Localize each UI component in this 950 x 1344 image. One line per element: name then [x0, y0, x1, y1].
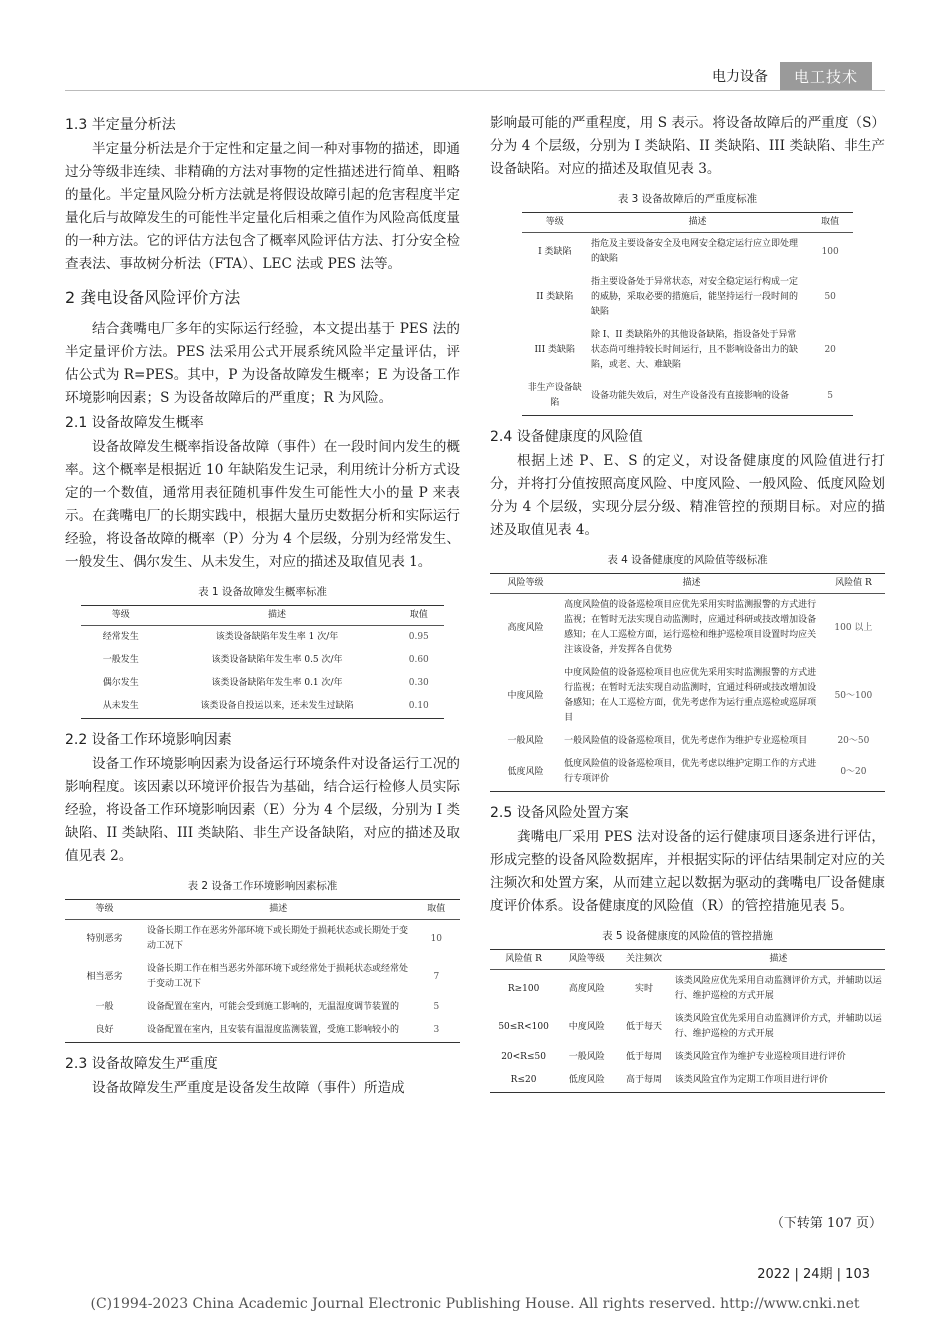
- table-row: [490, 1069, 885, 1093]
- table-row: [490, 730, 885, 753]
- table-2-caption: 表 2 设备工作环境影响因素标准: [187, 880, 338, 892]
- table-row: [490, 753, 885, 792]
- table-cell: III 类缺陷: [534, 345, 576, 355]
- table-cell: 良好: [65, 1019, 144, 1043]
- table-cell: 一般发生: [102, 655, 139, 665]
- table-cell: 7: [433, 971, 440, 982]
- table-5-caption: 表 5 设备健康度的风险值的管控措施: [602, 930, 773, 942]
- table-cell: 非生产设备缺陷: [522, 377, 588, 416]
- table-cell: R≥100: [507, 983, 540, 994]
- table-cell: 高于每周: [616, 1069, 671, 1093]
- table-cell: 低于每周: [626, 1052, 663, 1062]
- table-cell: 设备长期工作在相当恶劣外部环境下或经常处于损耗状态或经常处于变动工况下: [147, 964, 409, 989]
- table-cell: 一般风险: [507, 736, 544, 746]
- table-cell: II 类缺陷: [536, 292, 574, 302]
- table-row: [490, 594, 885, 663]
- table-header: 等级: [522, 213, 588, 233]
- table-header: 取值: [393, 606, 444, 626]
- table-row: [490, 662, 885, 730]
- table-cell: 0～20: [822, 753, 885, 792]
- table-cell: 0.95: [408, 632, 429, 642]
- section-2-text: 结合龚嘴电厂多年的实际运行经验，本文提出基于 PES 法的半定量评价方法。PES 法采用公式开展系统风险半定量评估，评估公式为 R=PES。其中，P 为设备故障发生概率；E 为设备工作环境影响因素；S 为设备故障后的严重度；R 为风险。: [65, 321, 460, 406]
- table-cell: 50: [824, 292, 836, 302]
- table-cell: 低度风险: [490, 753, 561, 792]
- table-cell: 相当恶劣: [86, 971, 123, 982]
- section-2-1-title: 2.1 设备故障发生概率: [65, 415, 204, 431]
- table-cell: 5: [807, 377, 853, 416]
- table-header: 描述: [161, 606, 394, 626]
- table-cell: 100 以上: [834, 622, 873, 633]
- table-row: [65, 958, 460, 996]
- journal-name: 电力设备: [712, 69, 768, 85]
- table-header: 等级: [81, 606, 161, 626]
- table-cell: 设备配置在室内，且安装有温湿度监测装置，受施工影响较小的: [144, 1019, 413, 1043]
- page-header: [712, 62, 872, 90]
- table-cell: 设备功能失效后，对生产设备没有直接影响的设备: [588, 377, 807, 416]
- table-cell: 该类风险应优先采用自动监测评价方式，并辅助以运行、维护巡检的方式开展: [674, 976, 882, 1001]
- copyright-line: (C)1994-2023 China Academic Journal Electronic Publishing House. All rights reserved. http://www.cnki.net: [90, 1296, 860, 1312]
- table-1: [81, 605, 444, 719]
- table-cell: 指主要设备处于异常状态，对安全稳定运行构成一定的威胁，采取必要的措施后，能坚持运行一段时间的缺陷: [590, 277, 798, 317]
- table-row: [65, 1019, 460, 1043]
- table-cell: 100: [821, 246, 839, 257]
- table-cell: 该类风险宜优先采用自动监测评价方式，并辅助以运行、维护巡检的方式开展: [674, 1014, 882, 1039]
- table-cell: 设备配置在室内，可能会受到施工影响的，无温湿度调节装置的: [147, 1002, 400, 1012]
- section-2-1-text: 设备故障发生概率指设备故障（事件）在一段时间内发生的概率。这个概率是根据近 10 年缺陷发生记录，利用统计分析方式设定的一个数值，通常用表征随机事件发生可能性大小的量 P 来表示。在龚嘴电厂的长期实践中，根据大量历史数据分析和实际运行经验，将设备故障的概率（P）分为 4 个层级，分别为经常发生、一般发生、偶尔发生、从未发生，对应的描述及取值见表 1。: [65, 439, 460, 570]
- table-row: [522, 271, 854, 324]
- table-cell: 中度风险值的设备巡检项目也应优先采用实时监测报警的方式进行监视；在暂时无法实现自动监测时，宜通过科研或技改增加设备感知；在人工巡检方面，优先考虑作为运行重点巡检或巡屏项目: [564, 668, 817, 723]
- table-cell: R≤20: [490, 1069, 557, 1093]
- table-cell: 10: [430, 933, 443, 944]
- table-cell: 实时: [635, 983, 654, 994]
- table-header: 等级: [65, 900, 144, 920]
- table-header: 取值: [807, 213, 853, 233]
- table-row: [522, 324, 854, 377]
- table-cell: 设备长期工作在恶劣外部环境下或长期处于损耗状态或长期处于变动工况下: [147, 926, 409, 951]
- table-cell: 0.10: [393, 695, 444, 719]
- section-2-3-text: 设备故障发生严重度是设备发生故障（事件）所造成: [92, 1080, 405, 1096]
- table-cell: 该类设备缺陷年发生率 1 次/年: [215, 632, 339, 642]
- table-row: [490, 970, 885, 1009]
- table-cell: 特别恶劣: [86, 933, 123, 944]
- table-cell: 中度风险: [568, 1021, 605, 1032]
- right-column: [490, 112, 885, 1103]
- table-cell: 20～50: [837, 736, 870, 746]
- table-row: [81, 626, 444, 650]
- section-2-4-title: 2.4 设备健康度的风险值: [490, 429, 643, 445]
- table-cell: 3: [413, 1019, 460, 1043]
- table-row: [490, 1046, 885, 1069]
- table-cell: 偶尔发生: [102, 678, 139, 688]
- section-badge: 电工技术: [780, 62, 872, 91]
- table-cell: 50～100: [834, 690, 873, 701]
- table-header: 风险值 R: [822, 574, 885, 594]
- table-cell: 高度风险: [507, 622, 544, 633]
- table-cell: 指危及主要设备安全及电网安全稳定运行应立即处理的缺陷: [590, 239, 798, 264]
- table-cell: I 类缺陷: [538, 246, 572, 257]
- continued-note: （下转第 107 页）: [770, 1216, 882, 1231]
- table-cell: 高度风险: [568, 983, 605, 994]
- table-cell: 中度风险: [507, 690, 544, 701]
- table-cell: 经常发生: [102, 632, 139, 642]
- table-header: 风险值 R: [490, 950, 557, 970]
- table-row: [65, 920, 460, 959]
- section-2-4-text: 根据上述 P、E、S 的定义，对设备健康度的风险值进行打分，并将打分值按照高度风险、中度风险、一般风险、低度风险划分为 4 个层级，实现分层分级、精准管控的预期目标。对应的描述及取值见表 4。: [490, 453, 885, 538]
- table-row: [522, 233, 854, 272]
- table-2: [65, 899, 460, 1043]
- table-cell: 低于每天: [626, 1021, 663, 1032]
- table-cell: 低度风险值的设备巡检项目，优先考虑以维护定期工作的方式进行专项评价: [561, 753, 822, 792]
- table-cell: 一般: [95, 1002, 114, 1012]
- table-header: 描述: [561, 574, 822, 594]
- page-number: 2022 | 24期 | 103: [757, 1267, 870, 1282]
- table-1-caption: 表 1 设备故障发生概率标准: [198, 586, 327, 598]
- section-1-3-text: 半定量分析法是介于定性和定量之间一种对事物的描述，即通过分等级非连续、非精确的方法对事物的定性描述进行简单、粗略的量化。半定量风险分析方法就是将假设故障引起的危害程度半定量化后与故障发生的可能性半定量化后相乘之值作为风险高低度量的一种方法。它的评估方法包含了概率风险评估方法、打分安全检查表法、事故树分析法（FTA）、LEC 法或 PES 法等。: [65, 141, 460, 272]
- section-2-2-text: 设备工作环境影响因素为设备运行环境条件对设备运行工况的影响程度。该因素以环境评价报告为基础，结合运行检修人员实际经验，将设备工作环境影响因素（E）分为 4 个层级，分别为 I 类缺陷、II 类缺陷、III 类缺陷、非生产设备缺陷，对应的描述及取值见表 2。: [65, 756, 460, 864]
- table-cell: 20: [824, 345, 836, 355]
- table-cell: 该类风险宜作为定期工作项目进行评价: [672, 1069, 885, 1093]
- table-cell: 该类设备缺陷年发生率 0.5 次/年: [211, 655, 343, 665]
- table-row: [81, 695, 444, 719]
- section-2-5-title: 2.5 设备风险处置方案: [490, 805, 629, 821]
- table-cell: 高度风险值的设备巡检项目应优先采用实时监测报警的方式进行监视；在暂时无法实现自动监测时，应通过科研或技改增加设备感知；在人工巡检方面，运行巡检和维护巡检项目设置时均应关注该设备，并发挥各自优势: [564, 600, 817, 655]
- table-cell: 20<R≤50: [501, 1052, 546, 1062]
- table-5: [490, 949, 885, 1093]
- table-cell: 0.30: [408, 678, 429, 688]
- table-row: [81, 672, 444, 695]
- table-row: [490, 1008, 885, 1046]
- table-cell: 从未发生: [81, 695, 161, 719]
- section-2-2-title: 2.2 设备工作环境影响因素: [65, 732, 232, 748]
- table-cell: 该类设备自投运以来，还未发生过缺陷: [161, 695, 394, 719]
- table-header: 描述: [144, 900, 413, 920]
- left-column: [65, 112, 460, 1100]
- table-row: [522, 377, 854, 416]
- table-header: 风险等级: [490, 574, 561, 594]
- table-cell: 该类风险宜作为维护专业巡检项目进行评价: [674, 1052, 846, 1062]
- section-2-5-text: 龚嘴电厂采用 PES 法对设备的运行健康项目逐条进行评估，形成完整的设备风险数据库，并根据实际的评估结果制定对应的关注频次和处置方案，从而建立起以数据为驱动的龚嘴电厂设备健康度评价体系。设备健康度的风险值（R）的管控措施见表 5。: [490, 829, 885, 914]
- table-row: [65, 996, 460, 1019]
- table-cell: 一般风险: [568, 1052, 605, 1062]
- table-4: [490, 573, 885, 792]
- table-3-caption: 表 3 设备故障后的严重度标准: [617, 193, 758, 205]
- table-cell: 50≤R<100: [498, 1021, 549, 1032]
- table-cell: 5: [433, 1002, 440, 1012]
- table-cell: 低度风险: [557, 1069, 616, 1093]
- section-2-3-continued: 影响最可能的严重程度，用 S 表示。将设备故障后的严重度（S）分为 4 个层级，分别为 I 类缺陷、II 类缺陷、III 类缺陷、非生产设备缺陷。对应的描述及取值见表 3。: [490, 115, 885, 177]
- table-header: 关注频次: [616, 950, 671, 970]
- section-1-3-title: 1.3 半定量分析法: [65, 117, 176, 133]
- table-header: 描述: [672, 950, 885, 970]
- table-header: 取值: [413, 900, 460, 920]
- table-header: 风险等级: [557, 950, 616, 970]
- table-3: [522, 212, 854, 416]
- table-cell: 该类设备缺陷年发生率 0.1 次/年: [211, 678, 343, 688]
- table-header: 描述: [588, 213, 807, 233]
- table-4-caption: 表 4 设备健康度的风险值等级标准: [607, 554, 768, 566]
- header-divider: [65, 90, 885, 91]
- table-cell: 除 I、II 类缺陷外的其他设备缺陷，指设备处于异常状态尚可维持较长时间运行，且不影响设备出力的缺陷，或老、大、难缺陷: [590, 330, 798, 370]
- table-cell: 一般风险值的设备巡检项目，优先考虑作为维护专业巡检项目: [564, 736, 808, 746]
- table-cell: 0.60: [408, 655, 429, 665]
- section-2-3-title: 2.3 设备故障发生严重度: [65, 1056, 218, 1072]
- table-row: [81, 649, 444, 672]
- section-2-title: 2 龚电设备风险评价方法: [65, 288, 241, 307]
